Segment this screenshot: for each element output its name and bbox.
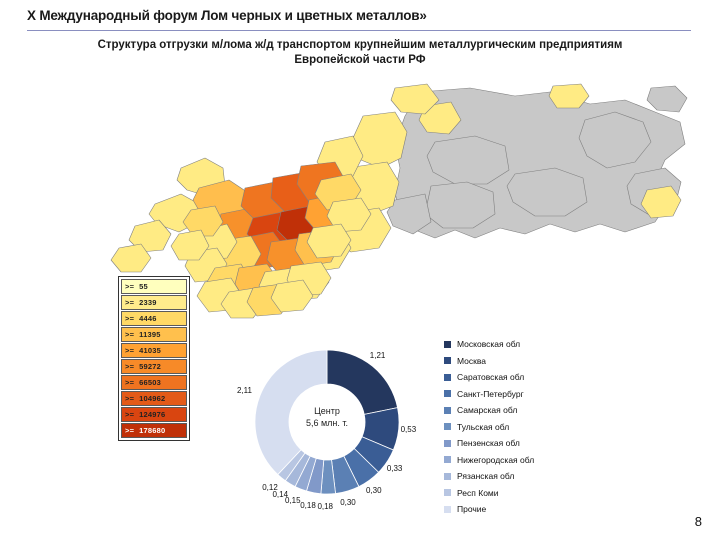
donut-legend-item bbox=[444, 402, 624, 419]
donut-legend-swatch bbox=[444, 374, 451, 381]
donut-legend-label: Пензенская обл bbox=[457, 438, 520, 449]
header-divider bbox=[27, 30, 691, 31]
donut-legend-label: Санкт-Петербург bbox=[457, 388, 524, 399]
donut-legend-swatch bbox=[444, 440, 451, 447]
donut-legend-item bbox=[444, 386, 624, 403]
legend-row bbox=[121, 407, 187, 422]
donut-legend-swatch bbox=[444, 473, 451, 480]
slice-value-label: 0,53 bbox=[400, 425, 417, 435]
donut-slice bbox=[327, 350, 398, 414]
donut-legend-label: Московская обл bbox=[457, 339, 521, 350]
page-number: 8 bbox=[694, 514, 702, 529]
donut-legend-item bbox=[444, 369, 624, 386]
donut-legend-swatch bbox=[444, 489, 451, 496]
donut-legend-swatch bbox=[444, 456, 451, 463]
donut-legend-item bbox=[444, 419, 624, 436]
donut-center-title: Центр bbox=[314, 406, 340, 416]
legend-row bbox=[121, 295, 187, 310]
legend-row bbox=[121, 311, 187, 326]
donut-legend-label: Прочие bbox=[457, 504, 487, 515]
legend-label: >= 4446 bbox=[125, 314, 157, 323]
donut-legend-swatch bbox=[444, 357, 451, 364]
donut-slice bbox=[255, 350, 327, 475]
donut-legend-item bbox=[444, 485, 624, 502]
slice-value-label: 0,14 bbox=[272, 490, 289, 499]
legend-row bbox=[121, 327, 187, 342]
donut-legend-item bbox=[444, 353, 624, 370]
slice-value-label: 2,11 bbox=[236, 385, 252, 395]
donut-legend-item bbox=[444, 452, 624, 469]
legend-row bbox=[121, 343, 187, 358]
donut-legend-item bbox=[444, 336, 624, 353]
donut-legend-swatch bbox=[444, 423, 451, 430]
donut-legend-label: Москва bbox=[457, 355, 487, 366]
slice-value-label: 0,18 bbox=[317, 501, 334, 511]
donut-chart bbox=[222, 322, 432, 522]
donut-legend-swatch bbox=[444, 341, 451, 348]
donut-center-total: 5,6 млн. т. bbox=[305, 418, 349, 428]
legend-row bbox=[121, 279, 187, 294]
slice-value-label: 1,21 bbox=[369, 351, 386, 361]
slice-value-label: 0,15 bbox=[284, 496, 301, 506]
donut-legend-swatch bbox=[444, 506, 451, 513]
donut-legend bbox=[444, 336, 624, 518]
slice-value-label: 0,30 bbox=[365, 485, 382, 495]
donut-legend-label: Тульская обл bbox=[457, 421, 510, 432]
donut-legend-label: Нижегородская обл bbox=[457, 454, 535, 465]
donut-legend-item bbox=[444, 435, 624, 452]
donut-legend-label: Самарская обл bbox=[457, 405, 518, 416]
slice-value-label: 0,12 bbox=[262, 482, 278, 492]
legend-row bbox=[121, 423, 187, 438]
slice-value-label: 0,18 bbox=[300, 500, 316, 510]
legend-row bbox=[121, 391, 187, 406]
donut-legend-swatch bbox=[444, 407, 451, 414]
legend-label: >= 11395 bbox=[125, 330, 161, 339]
donut-legend-item bbox=[444, 468, 624, 485]
legend-label: >= 55 bbox=[125, 282, 148, 291]
chart-subtitle: Структура отгрузки м/лома ж/д транспортом крупнейшим металлургическим предприятиям Европейской части РФ bbox=[97, 39, 623, 66]
slice-value-label: 0,33 bbox=[386, 463, 403, 473]
slice-value-label: 0,30 bbox=[340, 498, 356, 508]
legend-label: >= 178680 bbox=[125, 426, 166, 435]
donut-legend-item bbox=[444, 501, 624, 518]
donut-legend-label: Респ Коми bbox=[457, 487, 499, 498]
donut-svg bbox=[222, 322, 432, 522]
legend-row bbox=[121, 375, 187, 390]
legend-label: >= 66503 bbox=[125, 378, 162, 387]
legend-label: >= 2339 bbox=[125, 298, 157, 307]
donut-legend-label: Саратовская обл bbox=[457, 372, 525, 383]
map-color-legend bbox=[118, 276, 190, 441]
page-title: X Международный форум Лом черных и цветных металлов» bbox=[27, 8, 427, 23]
legend-label: >= 59272 bbox=[125, 362, 162, 371]
legend-label: >= 124976 bbox=[125, 410, 166, 419]
legend-label: >= 41035 bbox=[125, 346, 162, 355]
legend-row bbox=[121, 359, 187, 374]
donut-legend-label: Рязанская обл bbox=[457, 471, 515, 482]
donut-legend-swatch bbox=[444, 390, 451, 397]
legend-label: >= 104962 bbox=[125, 394, 166, 403]
